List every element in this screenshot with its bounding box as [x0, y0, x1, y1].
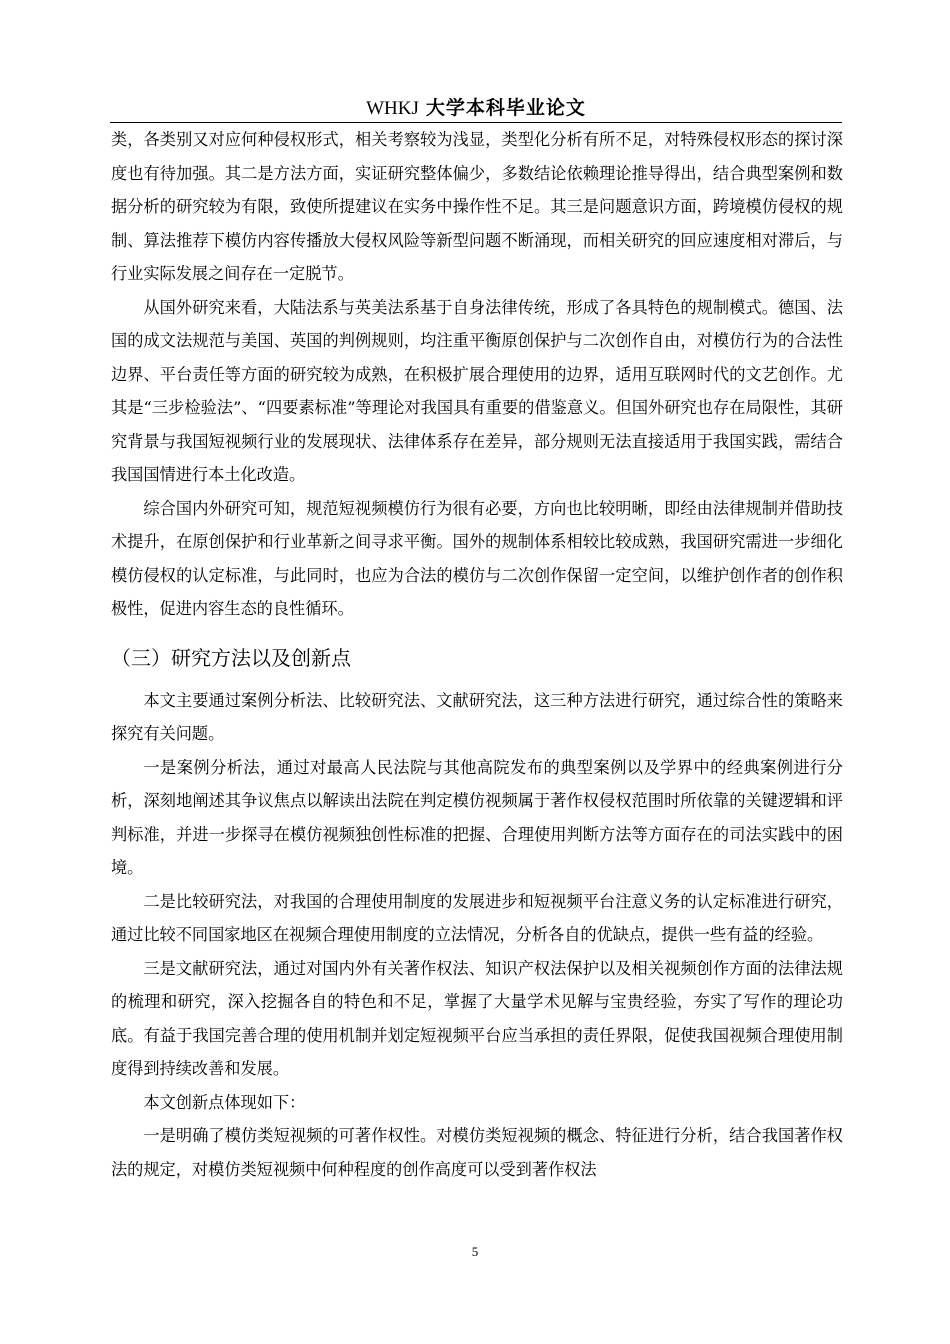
section-paragraph: 二是比较研究法，对我国的合理使用制度的发展进步和短视频平台注意义务的认定标准进行研究，通过比较不同国家地区在视频合理使用制度的立法情况，分析各自的优缺点，提供一些有益的经验。: [111, 891, 843, 944]
body-paragraph-continued: 类，各类别又对应何种侵权形式，相关考察较为浅显，类型化分析有所不足，对特殊侵权形态的探讨深度也有待加强。其二是方法方面，实证研究整体偏少，多数结论依赖理论推导得出，结合典型案例和数据分析的研究较为有限，致使所提建议在实务中操作性不足。其三是问题意识方面，跨境模仿侵权的规制、算法推荐下模仿内容传播放大侵权风险等新型问题不断涌现，而相关研究的回应速度相对滞后，与行业实际发展之间存在一定脱节。: [111, 130, 843, 283]
header-brand: WHKJ: [366, 98, 419, 119]
header-title: 大学本科毕业论文: [425, 97, 586, 119]
section-paragraph: 三是文献研究法，通过对国内外有关著作权法、知识产权法保护以及相关视频创作方面的法律法规的梳理和研究，深入挖掘各自的特色和不足，掌握了大量学术见解与宝贵经验，夯实了写作的理论功底。有益于我国完善合理的使用机制并划定短视频平台应当承担的责任界限，促使我国视频合理使用制度得到持续改善和发展。: [111, 958, 843, 1078]
section-paragraph: 一是案例分析法，通过对最高人民法院与其他高院发布的典型案例以及学界中的经典案例进行分析，深刻地阐述其争议焦点以解读出法院在判定模仿视频属于著作权侵权范围时所依靠的关键逻辑和评判标准，并进一步探寻在模仿视频独创性标准的把握、合理使用判断方法等方面存在的司法实践中的困境。: [111, 757, 843, 877]
body-paragraph: 从国外研究来看，大陆法系与英美法系基于自身法律传统，形成了各具特色的规制模式。德国、法国的成文法规范与美国、英国的判例规则，均注重平衡原创保护与二次创作自由，对模仿行为的合法性边界、平台责任等方面的研究较为成熟，在积极扩展合理使用的边界，适用互联网时代的文艺创作。尤其是“三步检验法”、“四要素标准”等理论对我国具有重要的借鉴意义。但国外研究也存在局限性，其研究背景与我国短视频行业的发展现状、法律体系存在差异，部分规则无法直接适用于我国实践，需结合我国国情进行本土化改造。: [111, 297, 843, 484]
section-paragraph: 一是明确了模仿类短视频的可著作权性。对模仿类短视频的概念、特征进行分析，结合我国著作权法的规定，对模仿类短视频中何种程度的创作高度可以受到著作权法: [111, 1126, 843, 1179]
section-paragraph: 本文主要通过案例分析法、比较研究法、文献研究法，这三种方法进行研究，通过综合性的策略来探究有关问题。: [111, 690, 843, 743]
section-paragraph: 本文创新点体现如下：: [143, 1092, 306, 1112]
section-heading: （三）研究方法以及创新点: [111, 645, 351, 670]
page-number: 5: [471, 1244, 479, 1259]
body-paragraph: 综合国内外研究可知，规范短视频模仿行为很有必要，方向也比较明晰，即经由法律规制并借助技术提升，在原创保护和行业革新之间寻求平衡。国外的规制体系相较比较成熟，我国研究需进一步细化模仿侵权的认定标准，与此同时，也应为合法的模仿与二次创作保留一定空间，以维护创作者的创作积极性，促进内容生态的良性循环。: [111, 498, 843, 618]
document-body: [111, 123, 843, 1186]
page-header: [110, 94, 842, 123]
